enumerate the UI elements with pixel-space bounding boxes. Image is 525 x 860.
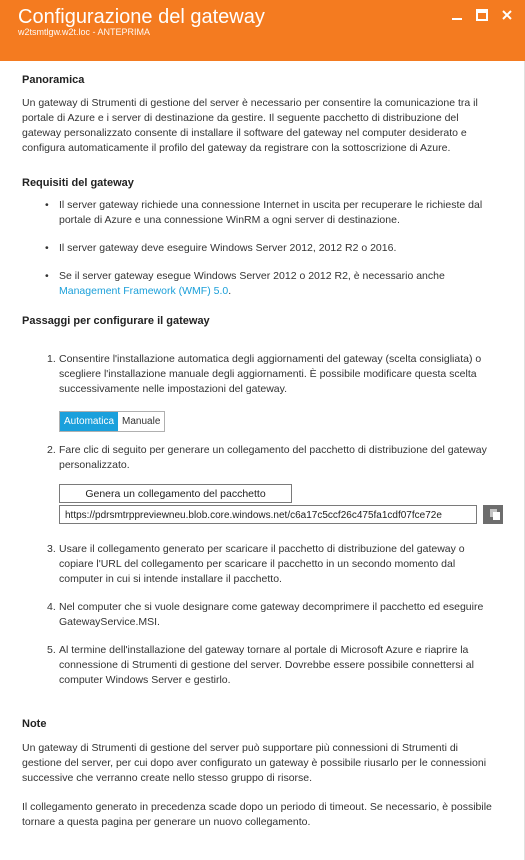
copy-icon — [489, 508, 497, 521]
step-text: Fare clic di seguito per generare un collegamento del pacchetto di distribuzione del gateway personalizzato. — [59, 444, 487, 471]
requirement-item-text: Se il server gateway esegue Windows Server 2012 o 2012 R2, è necessario anche — [59, 270, 445, 282]
blade-header — [0, 0, 525, 61]
step-item — [47, 542, 496, 587]
step-text: Nel computer che si vuole designare come gateway decomprimere il pacchetto ed eseguire GatewayService.MSI. — [59, 601, 484, 628]
minimize-icon[interactable] — [449, 7, 465, 23]
generate-link-button[interactable]: Genera un collegamento del pacchetto — [59, 484, 292, 503]
overview-text: Un gateway di Strumenti di gestione del server è necessario per consentire la comunicazione tra il portale di Azure e i server di destinazione da gestire. Il seguente pacchetto di distribuzione del gateway personalizzato consente di installare il software del gateway nel computer desiderato e configura automaticamente il profilo del gateway da registrare con la sottoscrizione di Azure. — [22, 97, 478, 154]
step-item — [47, 352, 496, 397]
requirement-item: • Il server gateway deve eseguire Windows Server 2012, 2012 R2 o 2016. — [59, 241, 491, 256]
toggle-automatic[interactable]: Automatica — [60, 412, 118, 431]
maximize-icon[interactable] — [474, 7, 490, 23]
requirement-item: • Il server gateway richiede una connessione Internet in uscita per recuperare le richieste dal portale di Azure e una connessione WinRM a ogni server di destinazione. — [59, 198, 491, 228]
overview-heading: Panoramica — [22, 74, 85, 86]
requirements-heading: Requisiti del gateway — [22, 177, 134, 189]
wmf-link[interactable]: Management Framework (WMF) 5.0 — [59, 285, 229, 297]
step-number: 1. — [47, 353, 56, 365]
package-url-field[interactable]: https://pdrsmtrppreviewneu.blob.core.windows.net/c6a17c5ccf26c475fa1cdf07fce72e — [59, 505, 477, 524]
step-number: 4. — [47, 601, 56, 613]
steps-heading: Passaggi per configurare il gateway — [22, 315, 210, 327]
toggle-manual[interactable]: Manuale — [118, 412, 164, 431]
blade-subtitle: w2tsmtlgw.w2t.loc - ANTEPRIMA — [18, 27, 151, 37]
step-number: 3. — [47, 543, 56, 555]
step-text: Al termine dell'installazione del gateway tornare al portale di Microsoft Azure e riaprire la connessione di Strumenti di gestione del server. Dovrebbe essere possibile connettersi al computer Windows Server e gestirlo. — [59, 644, 474, 686]
step-item — [47, 443, 496, 473]
step-number: 2. — [47, 444, 56, 456]
step-text: Consentire l'installazione automatica degli aggiornamenti del gateway (scelta consigliata) o scegliere l'installazione manuale degli aggiornamenti. È possibile modificare questa scelta successivamente nelle impostazioni del gateway. — [59, 353, 482, 395]
update-mode-toggle[interactable] — [59, 411, 165, 432]
wmf-suffix: . — [228, 285, 232, 297]
notes-paragraph-2: Il collegamento generato in precedenza scade dopo un periodo di timeout. Se necessario, è possibile tornare a questa pagina per generare un nuovo collegamento. — [22, 801, 492, 828]
step-item — [47, 643, 496, 688]
step-number: 5. — [47, 644, 56, 656]
notes-heading: Note — [22, 718, 47, 730]
blade-title: Configurazione del gateway — [18, 6, 265, 28]
close-icon[interactable] — [499, 7, 515, 23]
step-item — [47, 600, 496, 630]
copy-button[interactable] — [483, 505, 503, 524]
step-text: Usare il collegamento generato per scaricare il pacchetto di distribuzione del gateway o copiare l'URL del collegamento per scaricare il pacchetto in un secondo momento dal computer in cui si intende installare il pacchetto. — [59, 543, 465, 585]
notes-paragraph-1: Un gateway di Strumenti di gestione del server può supportare più connessioni di Strumenti di gestione del server, per cui dopo aver configurato un gateway è possibile riusarlo per le connessioni successive che verranno create nello stesso gruppo di risorse. — [22, 742, 487, 784]
requirement-item — [59, 269, 491, 299]
